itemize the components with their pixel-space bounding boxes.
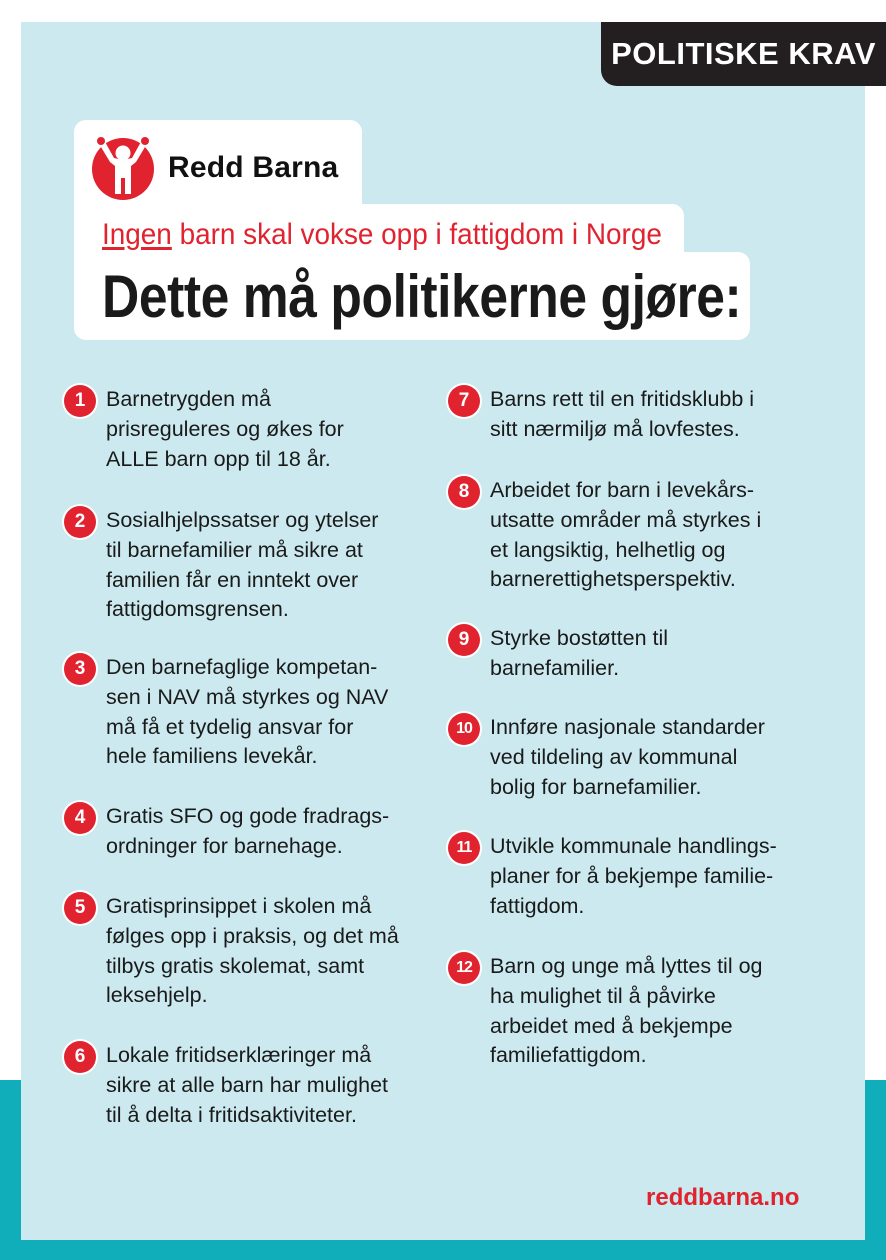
demand-text: Gratisprinsippet i skolen må følges opp i praksis, og det må tilbys gratis skolemat, samt leksehjelp. <box>106 894 399 1008</box>
subtitle-rest: barn skal vokse opp i fattigdom i Norge <box>171 218 662 251</box>
logo-wordmark: Redd Barna <box>168 151 339 184</box>
number-badge: 10 <box>448 713 480 745</box>
demand-text: Innføre nasjonale standarder ved tildeling av kommunal bolig for barnefamilier. <box>490 715 765 799</box>
number-badge: 9 <box>448 624 480 656</box>
number-badge: 11 <box>448 832 480 864</box>
demand-text: Sosialhjelpssatser og ytelser til barnefamilier må sikre at familien får en inntekt over fattigdomsgrensen. <box>106 508 379 622</box>
demand-text: Den barnefaglige kompetan- sen i NAV må styrkes og NAV må få et tydelig ansvar for hele familiens levekår. <box>106 655 389 769</box>
number-badge: 3 <box>64 653 96 685</box>
number-badge: 4 <box>64 802 96 834</box>
footer-website-link[interactable]: reddbarna.no <box>646 1184 800 1211</box>
number-badge: 6 <box>64 1041 96 1073</box>
demand-text: Styrke bostøtten til barnefamilier. <box>490 626 669 680</box>
demand-text: Utvikle kommunale handlings- planer for å bekjempe familie- fattigdom. <box>490 834 777 918</box>
number-badge: 7 <box>448 385 480 417</box>
subtitle <box>102 218 662 252</box>
number-badge: 12 <box>448 952 480 984</box>
redd-barna-logo-icon <box>88 132 158 202</box>
headline: Dette må politikerne gjøre: <box>102 263 742 330</box>
number-badge: 2 <box>64 506 96 538</box>
demand-text: Barn og unge må lyttes til og ha mulighet til å påvirke arbeidet med å bekjempe familiefattigdom. <box>490 954 763 1068</box>
number-badge: 5 <box>64 892 96 924</box>
demand-text: Lokale fritidserklæringer må sikre at alle barn har mulighet til å delta i fritidsaktiviteter. <box>106 1043 389 1127</box>
demand-text: Barns rett til en fritidsklubb i sitt nærmiljø må lovfestes. <box>490 387 755 441</box>
number-badge: 8 <box>448 476 480 508</box>
demand-text: Arbeidet for barn i levekårs- utsatte områder må styrkes i et langsiktig, helhetlig og barnerettighetsperspektiv. <box>490 478 762 592</box>
politiske-krav-badge: POLITISKE KRAV <box>601 22 886 86</box>
demand-text: Barnetrygden må prisreguleres og økes for ALLE barn opp til 18 år. <box>106 387 344 471</box>
number-badge: 1 <box>64 385 96 417</box>
demand-text: Gratis SFO og gode fradrags- ordninger for barnehage. <box>106 804 390 858</box>
subtitle-emphasis: Ingen <box>102 218 172 251</box>
